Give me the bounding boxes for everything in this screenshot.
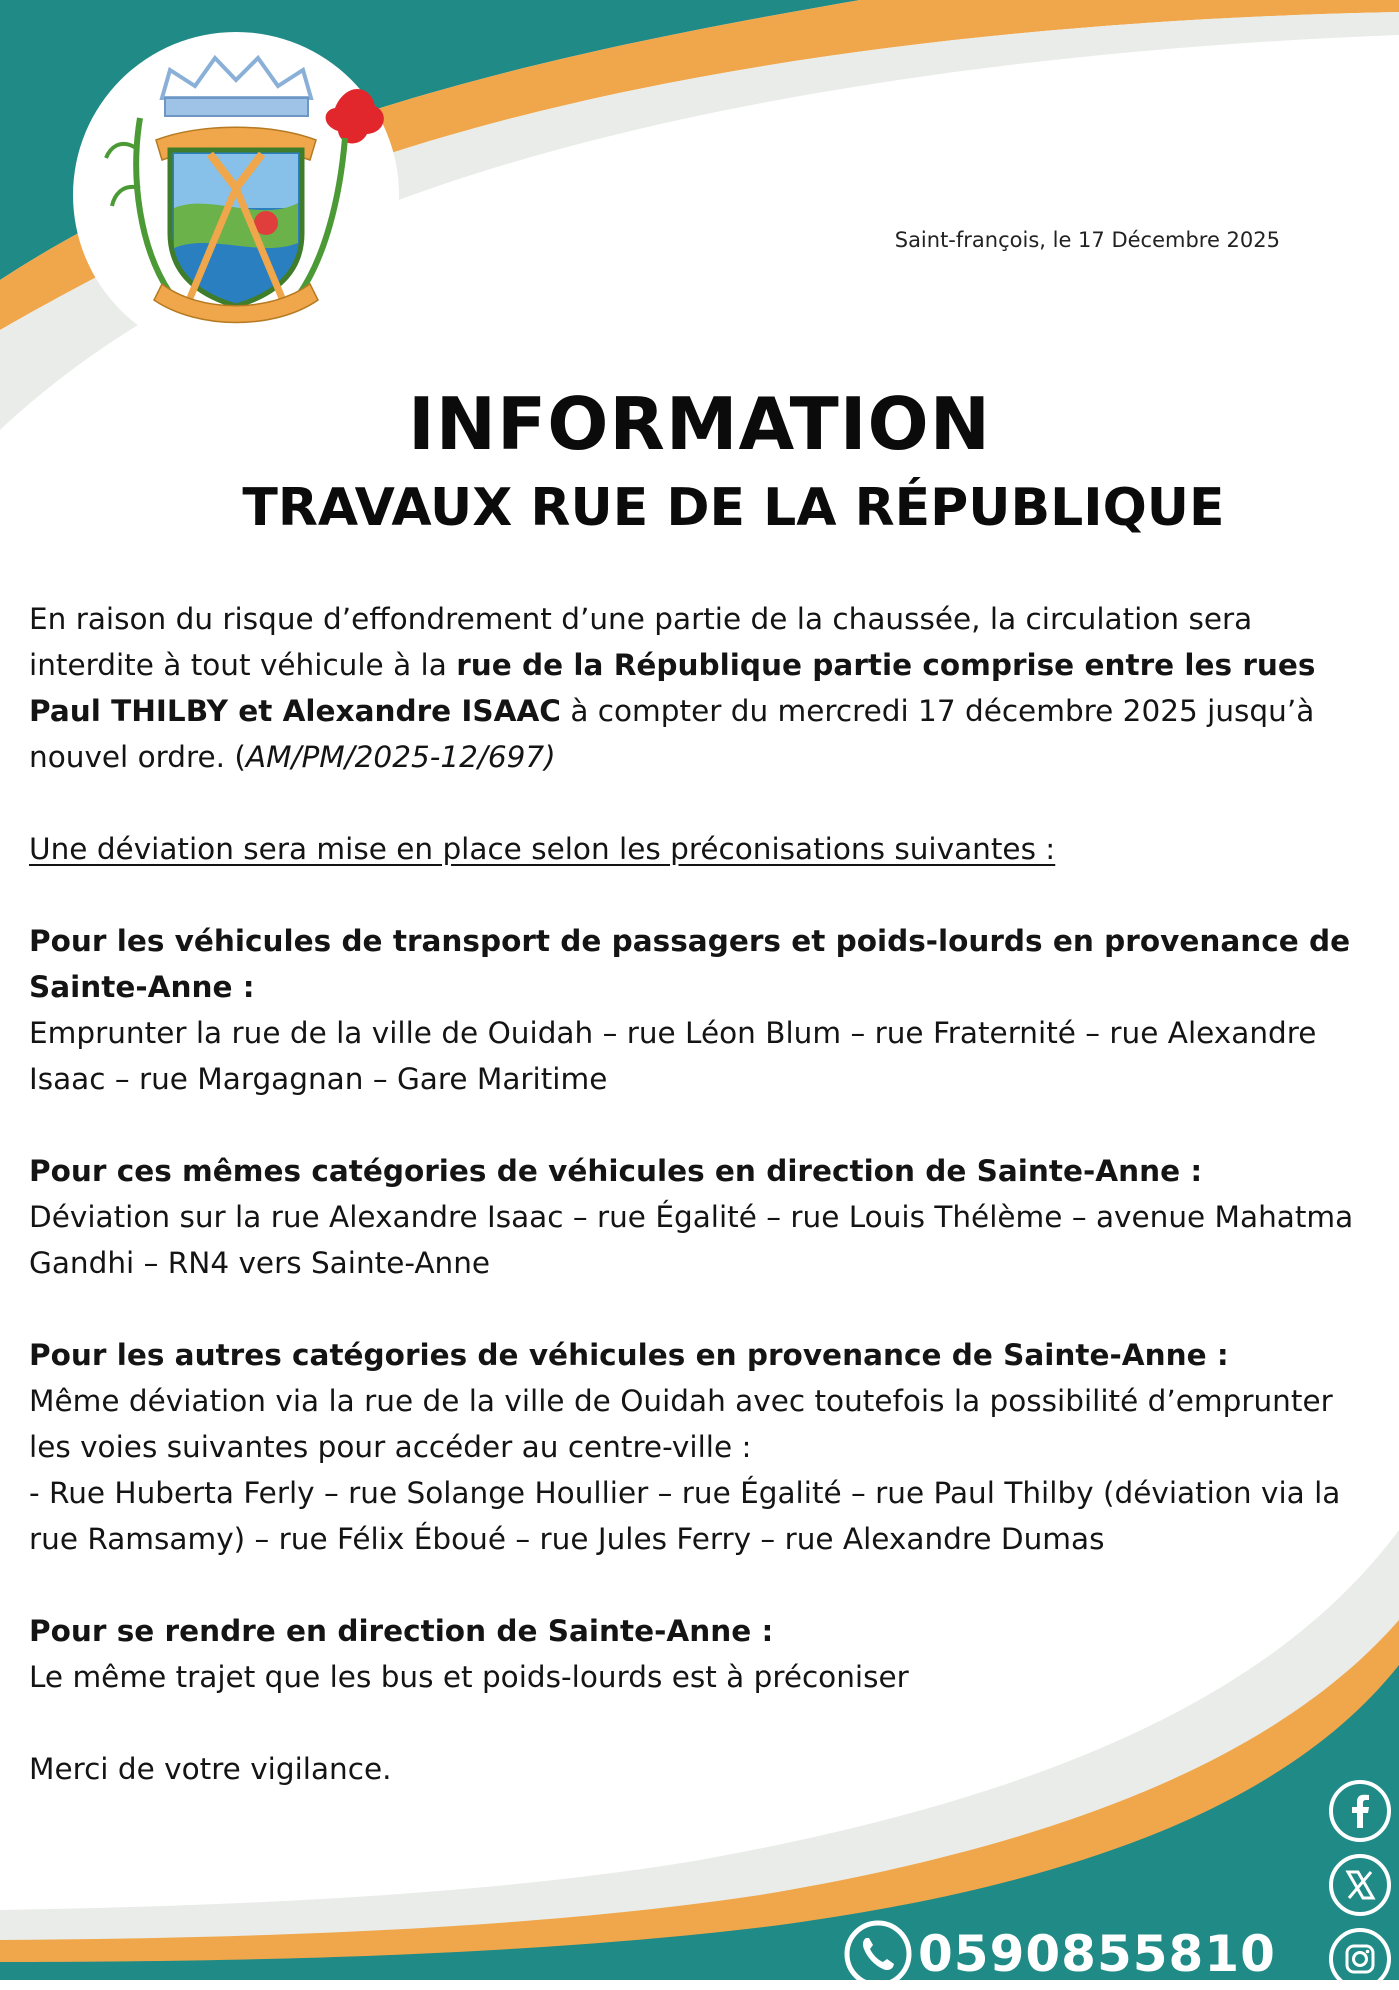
intro-text-1: En raison du risque d’effondrement d’une partie de la chaussée, la circulation sera interdite à tout véhicule à la [29, 602, 1253, 682]
closing-line: Merci de votre vigilance. [29, 1752, 392, 1786]
section-line: Emprunter la rue de la ville de Ouidah – rue Léon Blum – rue Fraternité – rue Alexandre Isaac – rue Margagnan – Gare Maritime [29, 1016, 1317, 1096]
intro-bold-segment: rue de la République partie comprise entre les rues Paul THILBY et Alexandre ISAAC [29, 648, 1316, 728]
section-heading: Pour se rendre en direction de Sainte-Anne : [29, 1614, 774, 1648]
phone-icon [842, 1918, 914, 1990]
section-heading: Pour les autres catégories de véhicules en provenance de Sainte-Anne : [29, 1338, 1229, 1372]
decree-reference: AM/PM/2025-12/697) [245, 740, 556, 774]
intro-text-2: à compter du mercredi 17 décembre 2025 jusqu’à nouvel ordre. ( [29, 694, 1315, 774]
phone-number: 0590855810 [918, 1925, 1276, 1983]
page-subtitle: TRAVAUX RUE DE LA RÉPUBLIQUE [242, 478, 1225, 538]
phone-contact[interactable] [842, 1922, 1276, 1986]
x-icon[interactable] [1329, 1854, 1391, 1916]
intro-paragraph [29, 596, 1379, 780]
date-line: Saint-françois, le 17 Décembre 2025 [894, 228, 1280, 252]
instagram-icon[interactable] [1329, 1928, 1391, 1990]
section-line: Déviation sur la rue Alexandre Isaac – rue Égalité – rue Louis Thélème – avenue Mahatma Gandhi – RN4 vers Sainte-Anne [29, 1200, 1354, 1280]
facebook-icon[interactable] [1329, 1780, 1391, 1842]
section-heading: Pour les véhicules de transport de passagers et poids-lourds en provenance de Sainte-Anne : [29, 924, 1351, 1004]
section-line: - Rue Huberta Ferly – rue Solange Houllier – rue Égalité – rue Paul Thilby (déviation via la rue Ramsamy) – rue Félix Éboué – rue Jules Ferry – rue Alexandre Dumas [29, 1476, 1341, 1556]
page-title: INFORMATION [407, 382, 992, 466]
section-line: Le même trajet que les bus et poids-lourds est à préconiser [29, 1660, 909, 1694]
notice-body [29, 596, 1379, 1792]
deviation-heading: Une déviation sera mise en place selon les préconisations suivantes : [29, 832, 1056, 866]
section-line: Même déviation via la rue de la ville de Ouidah avec toutefois la possibilité d’emprunter les voies suivantes pour accéder au centre-ville : [29, 1384, 1333, 1464]
coat-of-arms-logo [70, 28, 400, 338]
section-heading: Pour ces mêmes catégories de véhicules en direction de Sainte-Anne : [29, 1154, 1203, 1188]
